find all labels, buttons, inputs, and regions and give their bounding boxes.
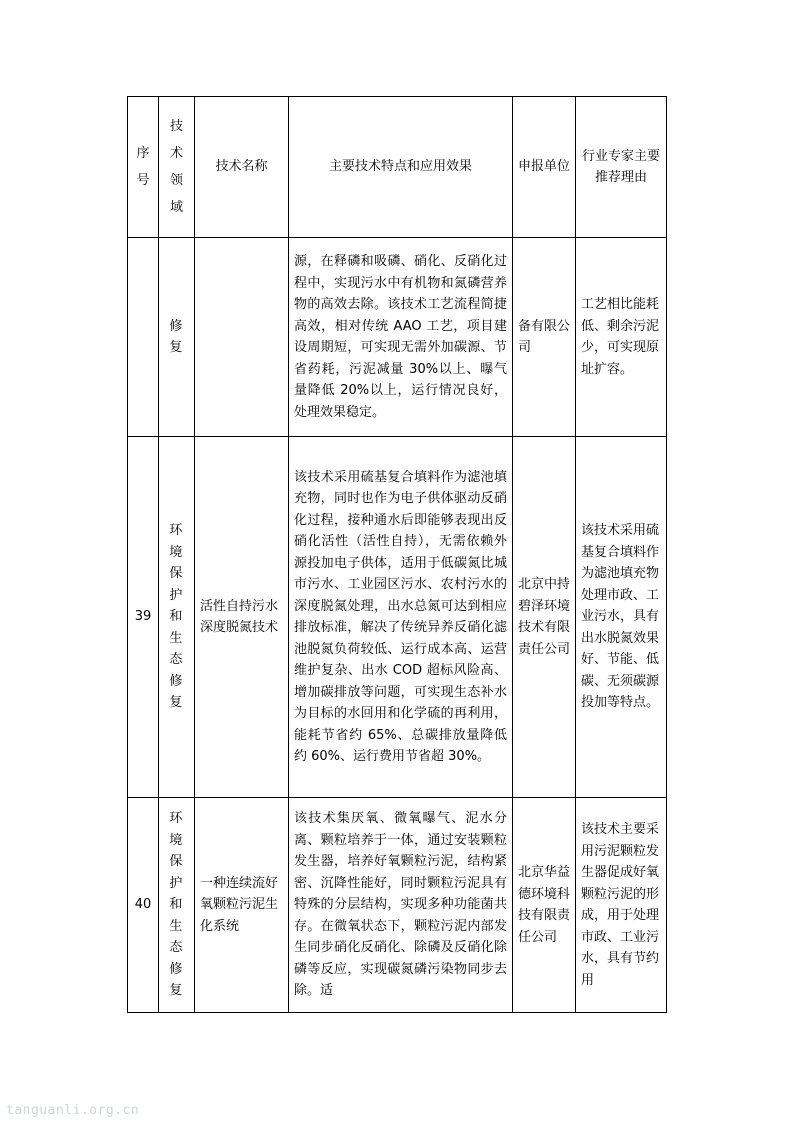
cell-no: 39 bbox=[128, 437, 159, 798]
cell-reason: 该技术主要采用污泥颗粒发生器促成好氧颗粒污泥的形成，用于处理市政、工业污水，具有节约用 bbox=[576, 798, 667, 1013]
table-row bbox=[128, 437, 667, 798]
table-header-row bbox=[128, 97, 667, 238]
table-row bbox=[128, 238, 667, 437]
cell-features: 该技术采用硫基复合填料作为滤池填充物，同时也作为电子供体驱动反硝化过程，接种通水后即能够表现出反硝化活性（活性自持），无需依赖外源投加电子供体，适用于低碳氮比城市污水、工业园区污水、农村污水的深度脱氮处理，出水总氮可达到相应排放标准，解决了传统异养反硝化滤池脱氮负荷较低、运行成本高、运营维护复杂、出水 COD 超标风险高、增加碳排放等问题，可实现生态补水为目标的水回用和化学硫的再利用，能耗节省约 65%、总碳排放量降低约 60%、运行费用节省超 30%。 bbox=[289, 437, 513, 798]
header-name: 技术名称 bbox=[195, 97, 289, 238]
cell-field: 修复 bbox=[159, 238, 195, 437]
header-reason: 行业专家主要推荐理由 bbox=[576, 97, 667, 238]
cell-name bbox=[195, 238, 289, 437]
table-row bbox=[128, 798, 667, 1013]
cell-field: 环境保护和生态修复 bbox=[159, 437, 195, 798]
cell-no: 40 bbox=[128, 798, 159, 1013]
technology-table bbox=[127, 96, 667, 1013]
cell-unit: 北京华益德环境科技有限责任公司 bbox=[513, 798, 576, 1013]
cell-name: 活性自持污水深度脱氮技术 bbox=[195, 437, 289, 798]
header-no: 序号 bbox=[128, 97, 159, 238]
header-unit: 申报单位 bbox=[513, 97, 576, 238]
cell-field: 环境保护和生态修复 bbox=[159, 798, 195, 1013]
cell-features: 该技术集厌氧、微氧曝气、泥水分离、颗粒培养于一体，通过安装颗粒发生器，培养好氧颗粒污泥，结构紧密、沉降性能好，同时颗粒污泥具有特殊的分层结构，实现多种功能菌共存。在微氧状态下，颗粒污泥内部发生同步硝化反硝化、除磷及反硝化除磷等反应，实现碳氮磷污染物同步去除。适 bbox=[289, 798, 513, 1013]
watermark-text: tanguanli.org.cn bbox=[6, 1103, 140, 1118]
cell-no bbox=[128, 238, 159, 437]
cell-reason: 该技术采用硫基复合填料作为滤池填充物处理市政、工业污水，具有出水脱氮效果好、节能、低碳、无须碳源投加等特点。 bbox=[576, 437, 667, 798]
cell-unit: 备有限公司 bbox=[513, 238, 576, 437]
cell-unit: 北京中持碧泽环境技术有限责任公司 bbox=[513, 437, 576, 798]
cell-features: 源，在释磷和吸磷、硝化、反硝化过程中，实现污水中有机物和氮磷营养物的高效去除。该技术工艺流程简捷高效，相对传统 AAO 工艺，项目建设周期短，可实现无需外加碳源、节省药耗，污泥减量 30%以上、曝气量降低 20%以上，运行情况良好，处理效果稳定。 bbox=[289, 238, 513, 437]
header-features: 主要技术特点和应用效果 bbox=[289, 97, 513, 238]
cell-name: 一种连续流好氧颗粒污泥生化系统 bbox=[195, 798, 289, 1013]
cell-reason: 工艺相比能耗低、剩余污泥少，可实现原址扩容。 bbox=[576, 238, 667, 437]
header-field: 技术领域 bbox=[159, 97, 195, 238]
